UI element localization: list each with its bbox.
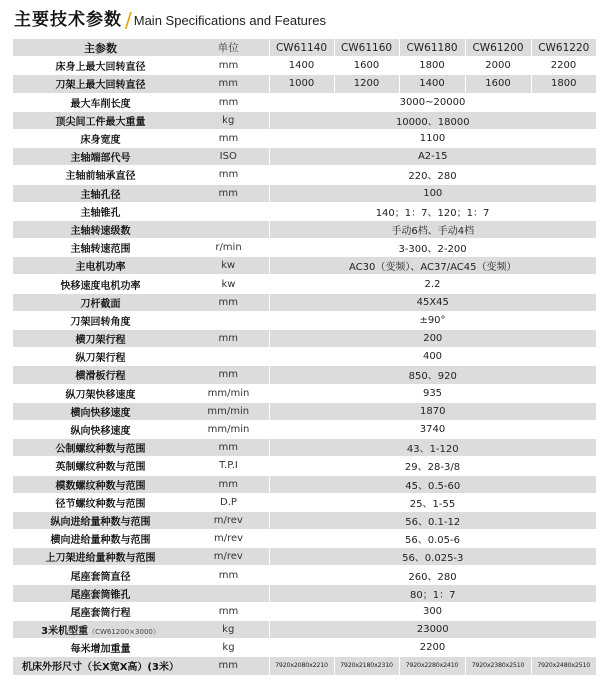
table-row bbox=[13, 475, 596, 493]
param-value: 1200 bbox=[334, 75, 399, 93]
table-row bbox=[13, 621, 596, 639]
param-unit: m/rev bbox=[188, 530, 269, 548]
param-label: 刀架上最大回转直径 bbox=[55, 80, 146, 92]
param-unit: D.P bbox=[188, 493, 269, 511]
param-label: 快移速度电机功率 bbox=[60, 280, 141, 292]
param-label: 公制螺纹种数与范围 bbox=[55, 444, 146, 456]
param-label: 刀杆截面 bbox=[80, 298, 121, 310]
param-value-merged: 手动6档、手动4档 bbox=[269, 220, 596, 238]
param-name bbox=[13, 57, 188, 75]
table-row bbox=[13, 657, 596, 675]
table-row bbox=[13, 148, 596, 166]
param-name bbox=[13, 530, 188, 548]
param-label: 尾座套筒行程 bbox=[70, 607, 131, 619]
param-label: 3米机型重 bbox=[41, 626, 89, 638]
param-unit: mm/min bbox=[188, 420, 269, 438]
param-label: 横向进给量种数与范围 bbox=[50, 535, 151, 547]
param-unit: mm bbox=[188, 57, 269, 75]
param-name bbox=[13, 275, 188, 293]
param-name bbox=[13, 402, 188, 420]
param-unit: mm bbox=[188, 657, 269, 675]
param-name bbox=[13, 621, 188, 639]
param-label: 主轴转速范围 bbox=[70, 244, 131, 256]
param-unit: mm bbox=[188, 330, 269, 348]
table-row bbox=[13, 420, 596, 438]
param-name bbox=[13, 457, 188, 475]
param-label: 主轴端部代号 bbox=[70, 153, 131, 165]
param-value-merged: 25、1-55 bbox=[269, 493, 596, 511]
param-name bbox=[13, 111, 188, 129]
param-value: 7920x2380x2510 bbox=[465, 657, 531, 675]
param-value-merged: 140；1：7、120；1：7 bbox=[269, 202, 596, 220]
param-value: 7920x2080x2210 bbox=[269, 657, 334, 675]
param-label: 上刀架进给量种数与范围 bbox=[45, 553, 156, 565]
param-unit: r/min bbox=[188, 239, 269, 257]
param-label: 纵向快移速度 bbox=[70, 426, 131, 438]
param-unit: mm bbox=[188, 166, 269, 184]
table-row bbox=[13, 129, 596, 147]
param-label: 床身宽度 bbox=[80, 135, 121, 147]
table-row bbox=[13, 402, 596, 420]
table-row bbox=[13, 330, 596, 348]
param-value: 1600 bbox=[334, 57, 399, 75]
table-row bbox=[13, 111, 596, 129]
param-label: 模数螺纹种数与范围 bbox=[55, 480, 146, 492]
param-value: 1800 bbox=[531, 75, 596, 93]
table-row bbox=[13, 202, 596, 220]
param-value-merged: 80；1：7 bbox=[269, 584, 596, 602]
param-unit: mm bbox=[188, 439, 269, 457]
param-label: 横向快移速度 bbox=[70, 407, 131, 419]
param-unit: mm bbox=[188, 366, 269, 384]
param-value-merged: AC30（变频）、AC37/AC45（变频） bbox=[269, 257, 596, 275]
param-value-merged: 400 bbox=[269, 348, 596, 366]
param-value-merged: 23000 bbox=[269, 621, 596, 639]
page-subtitle: Main Specifications and Features bbox=[133, 13, 326, 28]
table-row bbox=[13, 602, 596, 620]
param-unit: mm bbox=[188, 184, 269, 202]
table-header-row bbox=[13, 39, 596, 57]
param-unit bbox=[188, 220, 269, 238]
param-value-merged: 300 bbox=[269, 602, 596, 620]
param-value: 1400 bbox=[399, 75, 465, 93]
param-name bbox=[13, 348, 188, 366]
param-label: 主轴锥孔 bbox=[80, 207, 121, 219]
param-unit: m/rev bbox=[188, 548, 269, 566]
param-value-merged: 200 bbox=[269, 330, 596, 348]
param-unit: ISO bbox=[188, 148, 269, 166]
header-unit: 单位 bbox=[188, 39, 269, 57]
param-value-merged: A2-15 bbox=[269, 148, 596, 166]
param-name bbox=[13, 148, 188, 166]
param-name bbox=[13, 548, 188, 566]
table-row bbox=[13, 584, 596, 602]
param-unit: T.P.I bbox=[188, 457, 269, 475]
param-name bbox=[13, 293, 188, 311]
header-param: 主参数 bbox=[13, 39, 188, 57]
header-model: CW61160 bbox=[334, 39, 399, 57]
table-row bbox=[13, 548, 596, 566]
param-unit: kg bbox=[188, 639, 269, 657]
header-model: CW61140 bbox=[269, 39, 334, 57]
param-unit: kw bbox=[188, 257, 269, 275]
param-label: 英制螺纹种数与范围 bbox=[55, 462, 146, 474]
param-value-merged: 850、920 bbox=[269, 366, 596, 384]
param-value: 7920x2280x2410 bbox=[399, 657, 465, 675]
table-row bbox=[13, 348, 596, 366]
param-label: 纵刀架行程 bbox=[75, 353, 126, 365]
param-label: 径节螺纹种数与范围 bbox=[55, 498, 146, 510]
param-value-merged: 10000、18000 bbox=[269, 111, 596, 129]
param-value-merged: 100 bbox=[269, 184, 596, 202]
param-value-merged: 1100 bbox=[269, 129, 596, 147]
param-label: 主轴前轴承直径 bbox=[65, 171, 136, 183]
param-name bbox=[13, 384, 188, 402]
param-note: （CW61200×3000） bbox=[88, 628, 160, 637]
param-name bbox=[13, 239, 188, 257]
param-label: 纵刀架快移速度 bbox=[65, 389, 136, 401]
param-value: 7920x2180x2310 bbox=[334, 657, 399, 675]
table-row bbox=[13, 184, 596, 202]
table-row bbox=[13, 239, 596, 257]
table-row bbox=[13, 293, 596, 311]
param-name bbox=[13, 129, 188, 147]
table-row bbox=[13, 530, 596, 548]
table-row bbox=[13, 457, 596, 475]
param-unit: mm bbox=[188, 566, 269, 584]
param-unit bbox=[188, 202, 269, 220]
table-row bbox=[13, 311, 596, 329]
param-name bbox=[13, 75, 188, 93]
param-value: 2200 bbox=[531, 57, 596, 75]
param-value-merged: 3740 bbox=[269, 420, 596, 438]
param-label: 横刀架行程 bbox=[75, 335, 126, 347]
specifications-table bbox=[13, 38, 596, 675]
param-value: 2000 bbox=[465, 57, 531, 75]
param-label: 尾座套筒锥孔 bbox=[70, 589, 131, 601]
param-label: 刀架回转角度 bbox=[70, 316, 131, 328]
param-label: 尾座套筒直径 bbox=[70, 571, 131, 583]
param-name bbox=[13, 220, 188, 238]
param-name bbox=[13, 475, 188, 493]
table-row bbox=[13, 439, 596, 457]
param-name bbox=[13, 439, 188, 457]
param-label: 最大车削长度 bbox=[70, 98, 131, 110]
param-value-merged: 56、0.05-6 bbox=[269, 530, 596, 548]
param-unit bbox=[188, 584, 269, 602]
title-separator-slash: / bbox=[125, 8, 132, 32]
param-value-merged: 29、28-3/8 bbox=[269, 457, 596, 475]
table-row bbox=[13, 93, 596, 111]
param-value-merged: 260、280 bbox=[269, 566, 596, 584]
header-model: CW61180 bbox=[399, 39, 465, 57]
param-label: 顶尖间工件最大重量 bbox=[55, 116, 146, 128]
param-name bbox=[13, 184, 188, 202]
table-row bbox=[13, 366, 596, 384]
param-value: 1000 bbox=[269, 75, 334, 93]
param-unit: mm bbox=[188, 75, 269, 93]
table-row bbox=[13, 257, 596, 275]
param-value-merged: 220、280 bbox=[269, 166, 596, 184]
header-model: CW61220 bbox=[531, 39, 596, 57]
param-name bbox=[13, 166, 188, 184]
table-row bbox=[13, 275, 596, 293]
param-name bbox=[13, 202, 188, 220]
param-label: 床身上最大回转直径 bbox=[55, 62, 146, 74]
param-name bbox=[13, 330, 188, 348]
param-unit: mm bbox=[188, 293, 269, 311]
table-row bbox=[13, 166, 596, 184]
param-unit bbox=[188, 348, 269, 366]
param-name bbox=[13, 311, 188, 329]
param-value-merged: ±90° bbox=[269, 311, 596, 329]
param-unit: mm bbox=[188, 93, 269, 111]
param-label: 主电机功率 bbox=[75, 262, 126, 274]
param-name bbox=[13, 511, 188, 529]
param-unit: mm bbox=[188, 129, 269, 147]
param-name bbox=[13, 602, 188, 620]
table-row bbox=[13, 566, 596, 584]
param-unit bbox=[188, 311, 269, 329]
param-value: 1800 bbox=[399, 57, 465, 75]
param-unit: mm bbox=[188, 475, 269, 493]
param-unit: kw bbox=[188, 275, 269, 293]
param-name bbox=[13, 657, 188, 675]
param-value-merged: 56、0.025-3 bbox=[269, 548, 596, 566]
param-label: 机床外形尺寸（长X宽X高）(3米） bbox=[22, 662, 179, 674]
param-name bbox=[13, 366, 188, 384]
param-value-merged: 45X45 bbox=[269, 293, 596, 311]
param-label: 每米增加重量 bbox=[70, 644, 131, 656]
table-row bbox=[13, 220, 596, 238]
header-model: CW61200 bbox=[465, 39, 531, 57]
param-value-merged: 2200 bbox=[269, 639, 596, 657]
param-unit: mm/min bbox=[188, 384, 269, 402]
param-name bbox=[13, 566, 188, 584]
page-title: 主要技术参数 bbox=[14, 10, 122, 30]
param-label: 横滑板行程 bbox=[75, 371, 126, 383]
param-label: 主轴转速级数 bbox=[70, 225, 131, 237]
param-value-merged: 935 bbox=[269, 384, 596, 402]
param-unit: kg bbox=[188, 621, 269, 639]
param-label: 主轴孔径 bbox=[80, 189, 121, 201]
param-unit: mm bbox=[188, 602, 269, 620]
param-value-merged: 56、0.1-12 bbox=[269, 511, 596, 529]
table-row bbox=[13, 384, 596, 402]
table-row bbox=[13, 493, 596, 511]
param-name bbox=[13, 639, 188, 657]
param-name bbox=[13, 257, 188, 275]
param-value: 1600 bbox=[465, 75, 531, 93]
param-label: 纵向进给量种数与范围 bbox=[50, 516, 151, 528]
param-value-merged: 2.2 bbox=[269, 275, 596, 293]
param-name bbox=[13, 493, 188, 511]
table-row bbox=[13, 639, 596, 657]
param-name bbox=[13, 584, 188, 602]
param-value-merged: 3000~20000 bbox=[269, 93, 596, 111]
table-row bbox=[13, 511, 596, 529]
param-unit: m/rev bbox=[188, 511, 269, 529]
page-header bbox=[14, 6, 594, 30]
param-value-merged: 3-300、2-200 bbox=[269, 239, 596, 257]
param-name bbox=[13, 420, 188, 438]
param-value-merged: 1870 bbox=[269, 402, 596, 420]
param-value: 7920x2480x2510 bbox=[531, 657, 596, 675]
param-value-merged: 43、1-120 bbox=[269, 439, 596, 457]
param-unit: kg bbox=[188, 111, 269, 129]
table-row bbox=[13, 75, 596, 93]
param-name bbox=[13, 93, 188, 111]
table-row bbox=[13, 57, 596, 75]
param-value-merged: 45、0.5-60 bbox=[269, 475, 596, 493]
param-unit: mm/min bbox=[188, 402, 269, 420]
param-value: 1400 bbox=[269, 57, 334, 75]
